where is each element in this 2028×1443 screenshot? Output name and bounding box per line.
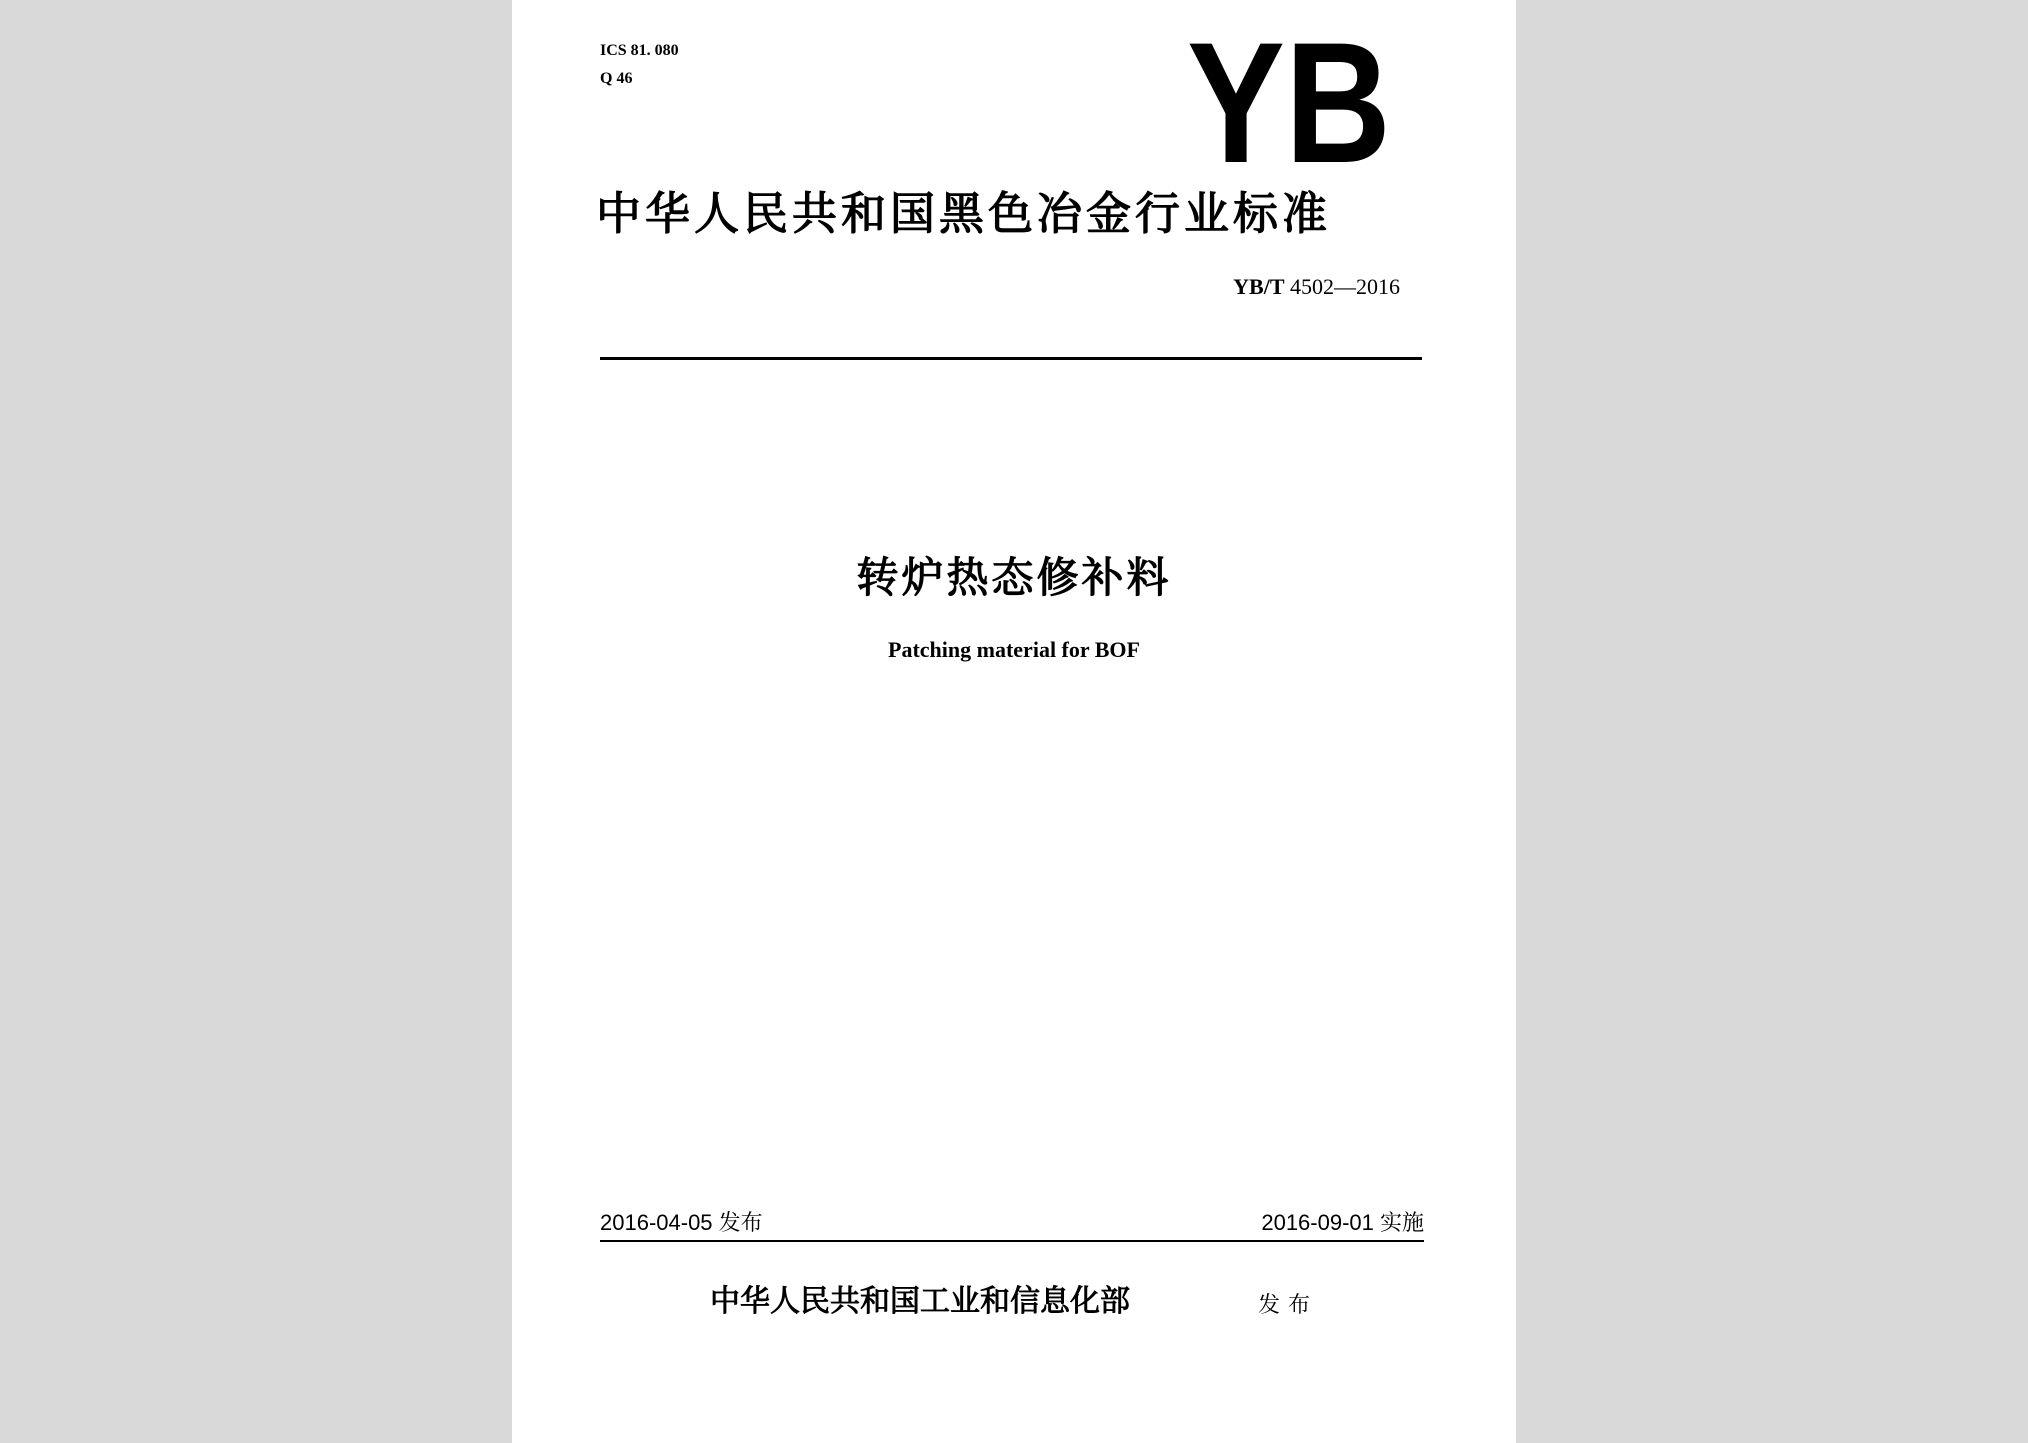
standard-code [1233, 272, 1400, 302]
org-title: 中华人民共和国黑色冶金行业标准 [596, 187, 1332, 240]
top-divider [600, 357, 1422, 360]
issue-label: 发布 [1258, 1293, 1319, 1318]
yb-logo [1184, 7, 1394, 199]
document-page [512, 0, 1516, 1443]
standard-code-number: 4502—2016 [1284, 274, 1400, 299]
standard-code-prefix: YB/T [1233, 274, 1285, 299]
implementation-date: 2016-09-01 实施 [1261, 1210, 1424, 1235]
yb-logo-text: YB [1187, 7, 1391, 199]
bottom-divider [600, 1240, 1424, 1242]
issue-date: 2016-04-05 发布 [600, 1210, 763, 1235]
issuing-authority: 中华人民共和国工业和信息化部 [710, 1284, 1130, 1319]
title-chinese: 转炉热态修补料 [856, 553, 1172, 602]
ics-code: ICS 81. 080 [600, 42, 679, 59]
ccs-code: Q 46 [600, 70, 633, 87]
title-english: Patching material for BOF [888, 637, 1140, 662]
